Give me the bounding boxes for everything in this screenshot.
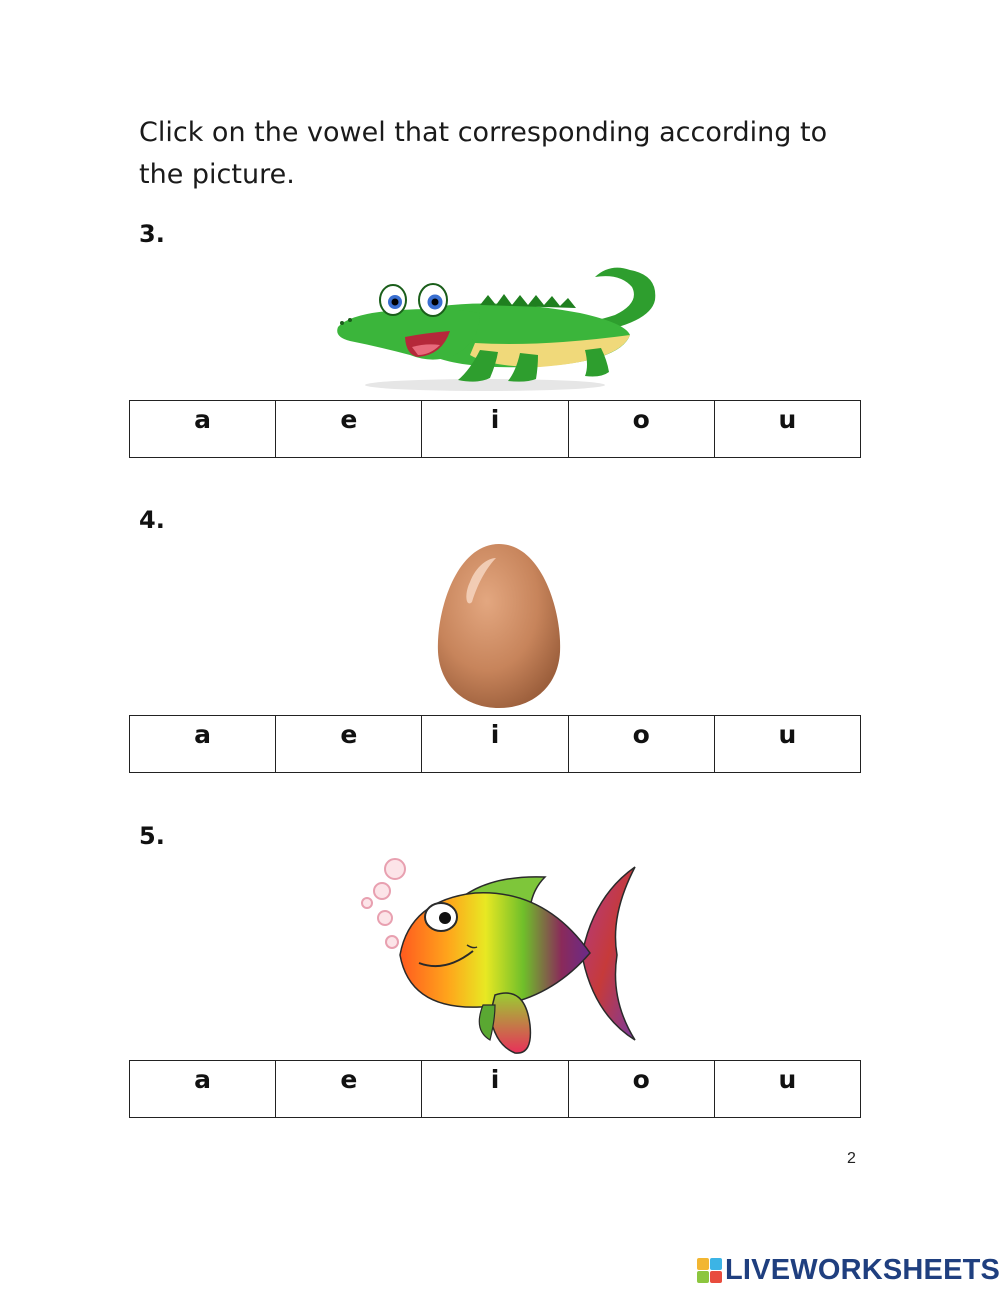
vowel-option-u[interactable]: u bbox=[778, 720, 797, 749]
liveworksheets-brand bbox=[697, 1255, 1000, 1285]
vowel-options-3 bbox=[129, 400, 861, 458]
vowel-option-u[interactable]: u bbox=[778, 405, 797, 434]
logo-square-l bbox=[697, 1258, 709, 1270]
logo-square-v bbox=[697, 1271, 709, 1283]
instructions-text: Click on the vowel that corresponding according to the picture. bbox=[139, 117, 828, 190]
vowel-option-a[interactable]: a bbox=[130, 1061, 276, 1117]
vowel-option-a[interactable]: a bbox=[130, 401, 276, 457]
vowel-option-i[interactable]: i bbox=[422, 716, 568, 772]
question-5-number: 5. bbox=[139, 822, 165, 850]
question-4-number: 4. bbox=[139, 506, 165, 534]
vowel-option-o[interactable]: o bbox=[569, 716, 715, 772]
logo-square-i bbox=[710, 1258, 722, 1270]
brand-name: LIVEWORKSHEETS bbox=[725, 1253, 1000, 1286]
vowel-options-4 bbox=[129, 715, 861, 773]
vowel-option-o[interactable]: o bbox=[569, 1061, 715, 1117]
question-3-number: 3. bbox=[139, 220, 165, 248]
vowel-option-i[interactable]: i bbox=[422, 1061, 568, 1117]
vowel-option-a[interactable]: a bbox=[130, 716, 276, 772]
vowel-option-e[interactable]: e bbox=[276, 401, 422, 457]
crocodile-picture bbox=[330, 255, 670, 395]
vowel-option-i[interactable]: i bbox=[422, 401, 568, 457]
vowel-options-5 bbox=[129, 1060, 861, 1118]
fish-picture bbox=[355, 855, 645, 1060]
vowel-option-u[interactable]: u bbox=[778, 1065, 797, 1094]
liveworksheets-logo-icon bbox=[697, 1258, 722, 1283]
vowel-option-o[interactable]: o bbox=[569, 401, 715, 457]
egg-picture bbox=[432, 542, 566, 710]
page-number: 2 bbox=[847, 1150, 856, 1167]
vowel-option-e[interactable]: e bbox=[276, 716, 422, 772]
vowel-option-e[interactable]: e bbox=[276, 1061, 422, 1117]
logo-square-e bbox=[710, 1271, 722, 1283]
